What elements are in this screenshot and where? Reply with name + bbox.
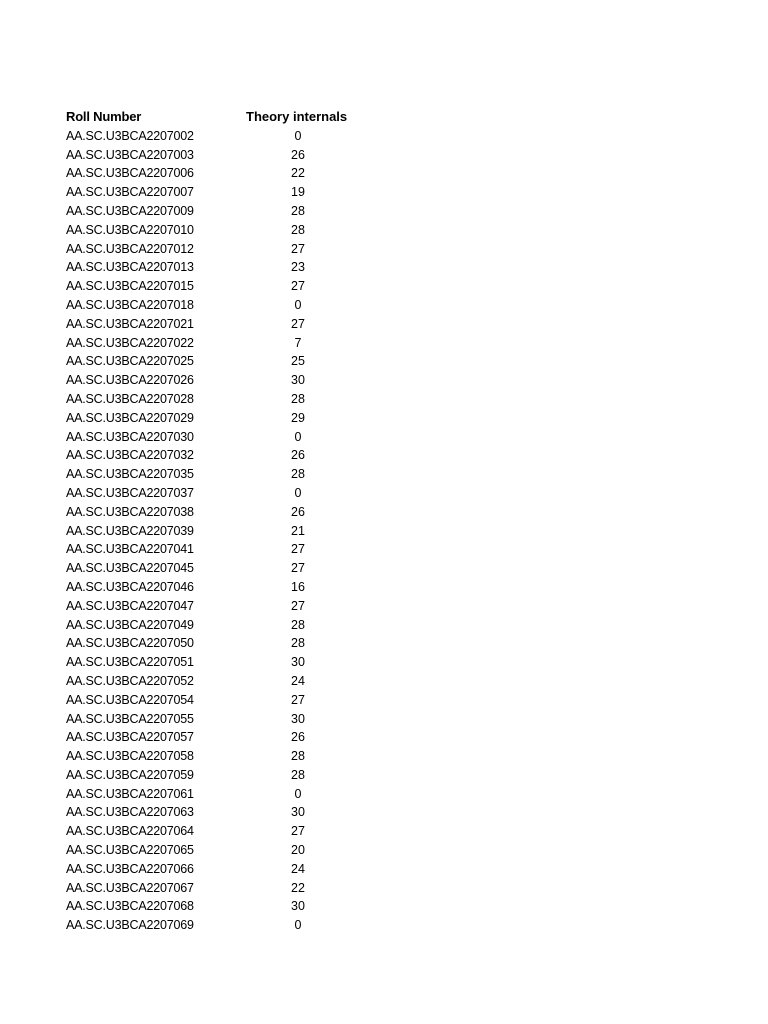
table-row	[66, 766, 386, 785]
table-row	[66, 841, 386, 860]
theory-internals-cell: 27	[291, 824, 305, 839]
table-row	[66, 390, 386, 409]
table-row	[66, 183, 386, 202]
table-row	[66, 127, 386, 146]
roll-number-cell: AA.SC.U3BCA2207059	[66, 767, 194, 782]
theory-internals-cell: 28	[291, 767, 305, 782]
theory-internals-cell: 19	[291, 185, 305, 200]
table-body	[66, 127, 386, 935]
theory-internals-cell: 28	[291, 636, 305, 651]
table-row	[66, 146, 386, 165]
table-header-row	[66, 108, 386, 127]
table-row	[66, 202, 386, 221]
theory-internals-cell: 25	[291, 354, 305, 369]
roll-number-cell: AA.SC.U3BCA2207065	[66, 843, 194, 858]
roll-number-cell: AA.SC.U3BCA2207015	[66, 279, 194, 294]
theory-internals-cell: 27	[291, 279, 305, 294]
theory-internals-cell: 26	[291, 730, 305, 745]
table-row	[66, 897, 386, 916]
table-row	[66, 616, 386, 635]
theory-internals-cell: 30	[291, 711, 305, 726]
roll-number-cell: AA.SC.U3BCA2207007	[66, 185, 194, 200]
theory-internals-cell: 26	[291, 147, 305, 162]
roll-number-cell: AA.SC.U3BCA2207026	[66, 373, 194, 388]
theory-internals-cell: 28	[291, 203, 305, 218]
table-row	[66, 822, 386, 841]
roll-number-cell: AA.SC.U3BCA2207039	[66, 523, 194, 538]
roll-number-cell: AA.SC.U3BCA2207052	[66, 673, 194, 688]
roll-number-cell: AA.SC.U3BCA2207038	[66, 504, 194, 519]
roll-number-cell: AA.SC.U3BCA2207028	[66, 391, 194, 406]
table-row	[66, 691, 386, 710]
table-row	[66, 221, 386, 240]
table-row	[66, 916, 386, 935]
theory-internals-cell: 0	[294, 128, 302, 143]
roll-number-cell: AA.SC.U3BCA2207049	[66, 617, 194, 632]
theory-internals-cell: 23	[291, 260, 305, 275]
roll-number-cell: AA.SC.U3BCA2207055	[66, 711, 194, 726]
table-row	[66, 352, 386, 371]
theory-internals-cell: 26	[291, 448, 305, 463]
table-row	[66, 634, 386, 653]
theory-internals-cell: 27	[291, 316, 305, 331]
theory-internals-cell: 28	[291, 749, 305, 764]
roll-number-cell: AA.SC.U3BCA2207013	[66, 260, 194, 275]
table-row	[66, 559, 386, 578]
theory-internals-cell: 24	[291, 861, 305, 876]
table-row	[66, 672, 386, 691]
theory-internals-cell: 0	[294, 918, 302, 933]
marks-table	[66, 108, 386, 935]
roll-number-cell: AA.SC.U3BCA2207032	[66, 448, 194, 463]
roll-number-cell: AA.SC.U3BCA2207045	[66, 561, 194, 576]
table-row	[66, 465, 386, 484]
roll-number-cell: AA.SC.U3BCA2207069	[66, 918, 194, 933]
theory-internals-cell: 16	[291, 579, 305, 594]
theory-internals-cell: 22	[291, 880, 305, 895]
table-row	[66, 164, 386, 183]
roll-number-cell: AA.SC.U3BCA2207054	[66, 692, 194, 707]
theory-internals-cell: 28	[291, 617, 305, 632]
theory-internals-cell: 20	[291, 843, 305, 858]
roll-number-cell: AA.SC.U3BCA2207002	[66, 128, 194, 143]
table-row	[66, 428, 386, 447]
roll-number-cell: AA.SC.U3BCA2207057	[66, 730, 194, 745]
roll-number-cell: AA.SC.U3BCA2207037	[66, 485, 194, 500]
roll-number-cell: AA.SC.U3BCA2207030	[66, 429, 194, 444]
theory-internals-cell: 30	[291, 655, 305, 670]
table-row	[66, 710, 386, 729]
theory-internals-cell: 29	[291, 410, 305, 425]
theory-internals-cell: 27	[291, 598, 305, 613]
table-row	[66, 522, 386, 541]
theory-internals-cell: 0	[294, 297, 302, 312]
table-row	[66, 540, 386, 559]
theory-internals-cell: 27	[291, 241, 305, 256]
theory-internals-cell: 27	[291, 561, 305, 576]
table-row	[66, 728, 386, 747]
theory-internals-cell: 26	[291, 504, 305, 519]
table-row	[66, 803, 386, 822]
table-row	[66, 503, 386, 522]
roll-number-cell: AA.SC.U3BCA2207006	[66, 166, 194, 181]
table-row	[66, 785, 386, 804]
roll-number-cell: AA.SC.U3BCA2207046	[66, 579, 194, 594]
roll-number-cell: AA.SC.U3BCA2207064	[66, 824, 194, 839]
header-roll-number: Roll Number	[66, 109, 142, 124]
theory-internals-cell: 27	[291, 692, 305, 707]
table-row	[66, 747, 386, 766]
roll-number-cell: AA.SC.U3BCA2207010	[66, 222, 194, 237]
roll-number-cell: AA.SC.U3BCA2207068	[66, 899, 194, 914]
table-row	[66, 371, 386, 390]
theory-internals-cell: 28	[291, 391, 305, 406]
theory-internals-cell: 30	[291, 899, 305, 914]
table-row	[66, 597, 386, 616]
table-row	[66, 484, 386, 503]
theory-internals-cell: 24	[291, 673, 305, 688]
table-row	[66, 296, 386, 315]
roll-number-cell: AA.SC.U3BCA2207025	[66, 354, 194, 369]
theory-internals-cell: 0	[294, 429, 302, 444]
roll-number-cell: AA.SC.U3BCA2207061	[66, 786, 194, 801]
roll-number-cell: AA.SC.U3BCA2207035	[66, 467, 194, 482]
roll-number-cell: AA.SC.U3BCA2207022	[66, 335, 194, 350]
table-row	[66, 240, 386, 259]
roll-number-cell: AA.SC.U3BCA2207058	[66, 749, 194, 764]
table-row	[66, 258, 386, 277]
theory-internals-cell: 21	[291, 523, 305, 538]
roll-number-cell: AA.SC.U3BCA2207003	[66, 147, 194, 162]
theory-internals-cell: 22	[291, 166, 305, 181]
table-row	[66, 409, 386, 428]
roll-number-cell: AA.SC.U3BCA2207047	[66, 598, 194, 613]
roll-number-cell: AA.SC.U3BCA2207050	[66, 636, 194, 651]
roll-number-cell: AA.SC.U3BCA2207041	[66, 542, 194, 557]
theory-internals-cell: 0	[294, 485, 302, 500]
theory-internals-cell: 27	[291, 542, 305, 557]
theory-internals-cell: 28	[291, 467, 305, 482]
table-row	[66, 446, 386, 465]
roll-number-cell: AA.SC.U3BCA2207051	[66, 655, 194, 670]
theory-internals-cell: 30	[291, 373, 305, 388]
roll-number-cell: AA.SC.U3BCA2207012	[66, 241, 194, 256]
table-row	[66, 879, 386, 898]
table-row	[66, 860, 386, 879]
theory-internals-cell: 7	[294, 335, 302, 350]
theory-internals-cell: 0	[294, 786, 302, 801]
table-row	[66, 334, 386, 353]
roll-number-cell: AA.SC.U3BCA2207067	[66, 880, 194, 895]
roll-number-cell: AA.SC.U3BCA2207018	[66, 297, 194, 312]
roll-number-cell: AA.SC.U3BCA2207066	[66, 861, 194, 876]
table-row	[66, 653, 386, 672]
roll-number-cell: AA.SC.U3BCA2207063	[66, 805, 194, 820]
roll-number-cell: AA.SC.U3BCA2207009	[66, 203, 194, 218]
table-row	[66, 315, 386, 334]
theory-internals-cell: 28	[291, 222, 305, 237]
table-row	[66, 277, 386, 296]
theory-internals-cell: 30	[291, 805, 305, 820]
table-row	[66, 578, 386, 597]
roll-number-cell: AA.SC.U3BCA2207021	[66, 316, 194, 331]
roll-number-cell: AA.SC.U3BCA2207029	[66, 410, 194, 425]
header-theory-internals: Theory internals	[246, 109, 348, 124]
